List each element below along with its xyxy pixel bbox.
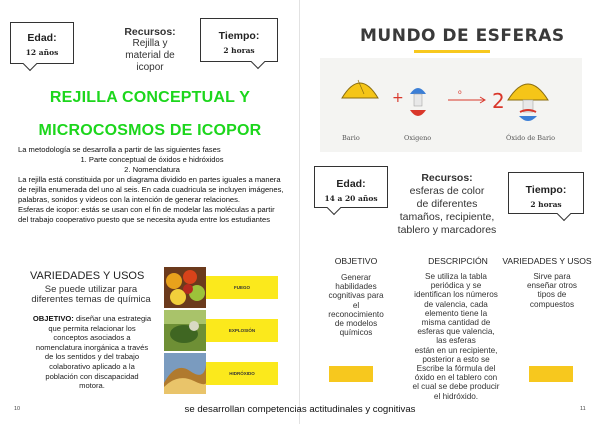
col-line: misma cantidad de <box>421 318 491 328</box>
method-intro: La metodología se desarrolla a partir de las siguientes fases <box>18 145 221 154</box>
recursos-line: icopor <box>136 62 164 73</box>
col-line: Escribe la fórmula del <box>416 364 496 374</box>
col-line: el hidróxido. <box>433 391 479 401</box>
col-line: esferas que valencia, <box>417 327 495 337</box>
edad-title-left: Edad: <box>27 32 57 44</box>
yellow-block-variedades <box>529 366 573 382</box>
col-line: Se utiliza la tabla <box>425 272 487 281</box>
recursos-left <box>108 26 192 74</box>
tiempo-title-left: Tiempo: <box>218 30 260 42</box>
fruit-photo <box>164 267 206 308</box>
recursos-line: tamaños, recipiente, <box>399 211 495 223</box>
recursos-right <box>386 172 508 237</box>
edad-value-right: 14 a 20 años <box>324 194 378 203</box>
col-line: el cual se debe producir <box>412 382 500 392</box>
col-line: enseñar otros <box>526 281 578 291</box>
page-number-right: 11 <box>580 406 586 412</box>
col-line: Generar <box>340 273 372 282</box>
variedades-sub-line: Se puede utilizar para <box>44 284 138 295</box>
photo-row-hidroxido <box>164 353 278 394</box>
wave-photo <box>164 353 206 394</box>
method-esferas: Esferas de icopor: estás se usan con el fin de modelar las moléculas a partir del trabajo cooperativo puesto que se necesita ayuda entre los estudiantes <box>18 205 275 224</box>
objetivo-line: que permita relacionar los <box>48 323 136 333</box>
variedades-title-left: VARIEDADES Y USOS <box>30 270 145 282</box>
recursos-line: esferas de color <box>409 185 485 197</box>
method-phase-1: 1. Parte conceptual de óxidos e hidróxidos <box>80 155 224 164</box>
col-text-descripcion <box>400 272 512 401</box>
col-line: habilidades <box>335 282 377 292</box>
objetivo-line: diseñar una estrategia <box>73 314 152 323</box>
col-line: están en un recipiente, <box>414 345 498 355</box>
col-head-variedades: VARIEDADES Y USOS <box>502 256 592 266</box>
label-fuego: FUEGO <box>206 276 278 299</box>
recursos-line: de diferentes <box>416 198 478 210</box>
rejilla-photo-grid <box>164 267 278 394</box>
svg-text:o: o <box>458 89 462 96</box>
right-page-title: MUNDO DE ESFERAS <box>360 26 565 46</box>
title-line-1: REJILLA CONCEPTUAL Y <box>49 89 251 106</box>
edad-value-left: 12 años <box>25 48 59 57</box>
col-line: cognitivas para <box>328 291 384 301</box>
col-line: posterior a esto se <box>422 354 490 364</box>
spheres-drawing <box>320 58 582 152</box>
col-line: el <box>352 300 360 310</box>
col-text-variedades <box>510 272 594 309</box>
col-line: de valencia, cada <box>424 299 488 309</box>
col-line: compuestos <box>529 299 575 309</box>
method-phase-2: 2. Nomenclatura <box>124 165 180 174</box>
title-line-2: MICROCOSMOS DE ICOPOR <box>38 122 262 139</box>
tiempo-title-right: Tiempo: <box>525 184 567 196</box>
col-head-descripcion: DESCRIPCIÓN <box>428 256 488 266</box>
yellow-block-objetivo <box>329 366 373 382</box>
tiempo-box-right <box>508 172 584 214</box>
tiempo-value-right: 2 horas <box>530 200 562 209</box>
edad-title-right: Edad: <box>336 178 366 190</box>
tiempo-value-left: 2 horas <box>223 46 255 55</box>
footer-text: se desarrollan competencias actitudinales y cognitivas <box>184 404 416 415</box>
col-line: elemento tiene la <box>424 308 488 318</box>
label-oxigeno: Oxigeno <box>404 134 432 142</box>
objetivo-left <box>22 314 162 391</box>
col-head-objetivo: OBJETIVO <box>334 256 378 266</box>
page-number-left: 10 <box>14 406 21 412</box>
col-line: Sirve para <box>533 272 571 281</box>
objetivo-line: motora. <box>79 381 105 391</box>
objetivo-label: OBJETIVO: <box>32 314 74 323</box>
objetivo-line: nomenclatura inorgánica a través <box>35 342 149 352</box>
col-line: de modelos <box>334 319 378 329</box>
col-line: identifican los números <box>414 290 498 300</box>
objetivo-line: conceptos asociados a <box>53 333 131 343</box>
col-line: las esferas <box>436 336 476 346</box>
col-line: tipos de <box>537 290 567 300</box>
field-photo <box>164 310 206 351</box>
tiempo-box-left <box>200 18 278 62</box>
page-divider <box>299 0 300 424</box>
label-hidroxido: HIDRÓXIDO <box>206 362 278 385</box>
title-underline <box>414 50 490 53</box>
edad-box-right <box>314 166 388 208</box>
objetivo-line: de los sentidos y del trabajo <box>44 352 140 362</box>
photo-row-explosion <box>164 310 278 351</box>
recursos-title-left: Recursos: <box>124 26 176 38</box>
variedades-sub-left <box>22 285 160 305</box>
label-bario: Bario <box>342 134 360 142</box>
photo-row-fuego <box>164 267 278 308</box>
col-text-objetivo <box>312 273 400 337</box>
col-line: reconocimiento <box>328 309 384 319</box>
edad-box-left <box>10 22 74 64</box>
label-explosion: EXPLOSIÓN <box>206 319 278 342</box>
methodology-text <box>18 145 286 225</box>
recursos-line: tablero y marcadores <box>397 224 497 236</box>
objetivo-line: población con discapacidad <box>45 371 139 381</box>
objetivo-line: colaborativo aplicado a la <box>49 361 135 371</box>
col-line: periódica y se <box>430 281 482 291</box>
recursos-title-right: Recursos: <box>421 172 473 184</box>
svg-text:+: + <box>392 90 404 106</box>
svg-text:2: 2 <box>492 89 505 113</box>
recursos-line: Rejilla y <box>132 38 168 49</box>
label-oxido-bario: Óxido de Bario <box>506 134 556 142</box>
method-rejilla: La rejilla está constituida por un diagrama dividido en partes iguales a manera de rejilla enumerada del uno al seis. En cada cuadricula se incluyen imágenes, palabras, sonidos y videos con la intención de generar relaciones. <box>18 175 284 204</box>
variedades-sub-line: diferentes temas de química <box>31 294 151 305</box>
col-line: óxido en el tablero con <box>414 373 498 383</box>
col-line: químicos <box>339 328 373 338</box>
recursos-line: material de <box>125 50 175 61</box>
